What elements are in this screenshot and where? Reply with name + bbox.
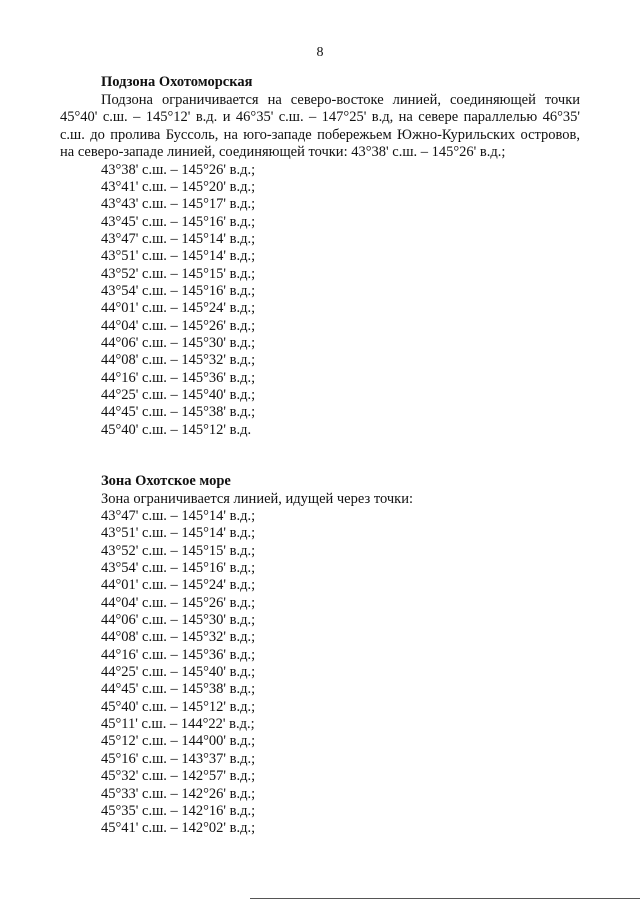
- zone-heading: Зона Охотское море: [101, 473, 231, 489]
- coordinate-item: 44°06' с.ш. – 145°30' в.д.;: [101, 612, 256, 629]
- coordinate-item: 43°38' с.ш. – 145°26' в.д.;: [101, 161, 256, 178]
- coordinate-item: 44°25' с.ш. – 145°40' в.д.;: [101, 664, 256, 681]
- subzone-coordinate-list: [0, 162, 640, 440]
- coordinate-item: 45°40' с.ш. – 145°12' в.д.: [101, 421, 252, 438]
- coordinate-item: 43°45' с.ш. – 145°16' в.д.;: [101, 213, 256, 230]
- coordinate-item: 43°54' с.ш. – 145°16' в.д.;: [101, 282, 256, 299]
- coordinate-item: 44°01' с.ш. – 145°24' в.д.;: [101, 577, 256, 594]
- coordinate-item: 44°25' с.ш. – 145°40' в.д.;: [101, 386, 256, 403]
- coordinate-item: 44°01' с.ш. – 145°24' в.д.;: [101, 300, 256, 317]
- zone-coordinate-list: [0, 508, 640, 838]
- coordinate-item: 45°35' с.ш. – 142°16' в.д.;: [101, 802, 256, 819]
- coordinate-item: 43°51' с.ш. – 145°14' в.д.;: [101, 248, 256, 265]
- subzone-heading: Подзона Охотоморская: [101, 74, 253, 90]
- coordinate-item: 45°40' с.ш. – 145°12' в.д.;: [101, 698, 256, 715]
- coordinate-item: 43°52' с.ш. – 145°15' в.д.;: [101, 542, 256, 559]
- coordinate-item: 44°16' с.ш. – 145°36' в.д.;: [101, 646, 256, 663]
- coordinate-item: 43°47' с.ш. – 145°14' в.д.;: [101, 230, 256, 247]
- page-number: 8: [316, 45, 324, 60]
- coordinate-item: 44°45' с.ш. – 145°38' в.д.;: [101, 681, 256, 698]
- coordinate-item: 44°45' с.ш. – 145°38' в.д.;: [101, 404, 256, 421]
- coordinate-item: 43°41' с.ш. – 145°20' в.д.;: [101, 178, 256, 195]
- coordinate-item: 43°54' с.ш. – 145°16' в.д.;: [101, 560, 256, 577]
- coordinate-item: 45°12' с.ш. – 144°00' в.д.;: [101, 733, 256, 750]
- coordinate-item: 44°16' с.ш. – 145°36' в.д.;: [101, 369, 256, 386]
- coordinate-item: 43°47' с.ш. – 145°14' в.д.;: [101, 508, 256, 524]
- coordinate-item: 45°32' с.ш. – 142°57' в.д.;: [101, 768, 256, 785]
- coordinate-item: 43°43' с.ш. – 145°17' в.д.;: [101, 196, 256, 213]
- coordinate-item: 45°41' с.ш. – 142°02' в.д.;: [101, 820, 256, 837]
- zone-section: [0, 473, 640, 838]
- coordinate-item: 44°08' с.ш. – 145°32' в.д.;: [101, 352, 256, 369]
- bottom-divider: [250, 898, 640, 899]
- coordinate-item: 44°04' с.ш. – 145°26' в.д.;: [101, 317, 256, 334]
- subzone-paragraph: Подзона ограничивается на северо-востоке линией, соединяющей точки 45°40' с.ш. – 145°12' в.д. и 46°35' с.ш. – 147°25' в.д, на севере параллелью 46°35' с.ш. до пролива Буссоль, на юго-западе побережьем Южно-Курильских островов, на северо-западе линией, соединяющей точки: 43°38' с.ш. – 145°26' в.д.;: [60, 91, 580, 160]
- coordinate-item: 44°06' с.ш. – 145°30' в.д.;: [101, 334, 256, 351]
- zone-paragraph: Зона ограничивается линией, идущей через точки:: [101, 490, 413, 507]
- subzone-section: [0, 74, 640, 439]
- coordinate-item: 45°16' с.ш. – 143°37' в.д.;: [101, 750, 256, 767]
- coordinate-item: 45°11' с.ш. – 144°22' в.д.;: [101, 716, 255, 733]
- coordinate-item: 43°51' с.ш. – 145°14' в.д.;: [101, 525, 256, 542]
- coordinate-item: 44°08' с.ш. – 145°32' в.д.;: [101, 629, 256, 646]
- coordinate-item: 43°52' с.ш. – 145°15' в.д.;: [101, 265, 256, 282]
- coordinate-item: 45°33' с.ш. – 142°26' в.д.;: [101, 785, 256, 802]
- coordinate-item: 44°04' с.ш. – 145°26' в.д.;: [101, 594, 256, 611]
